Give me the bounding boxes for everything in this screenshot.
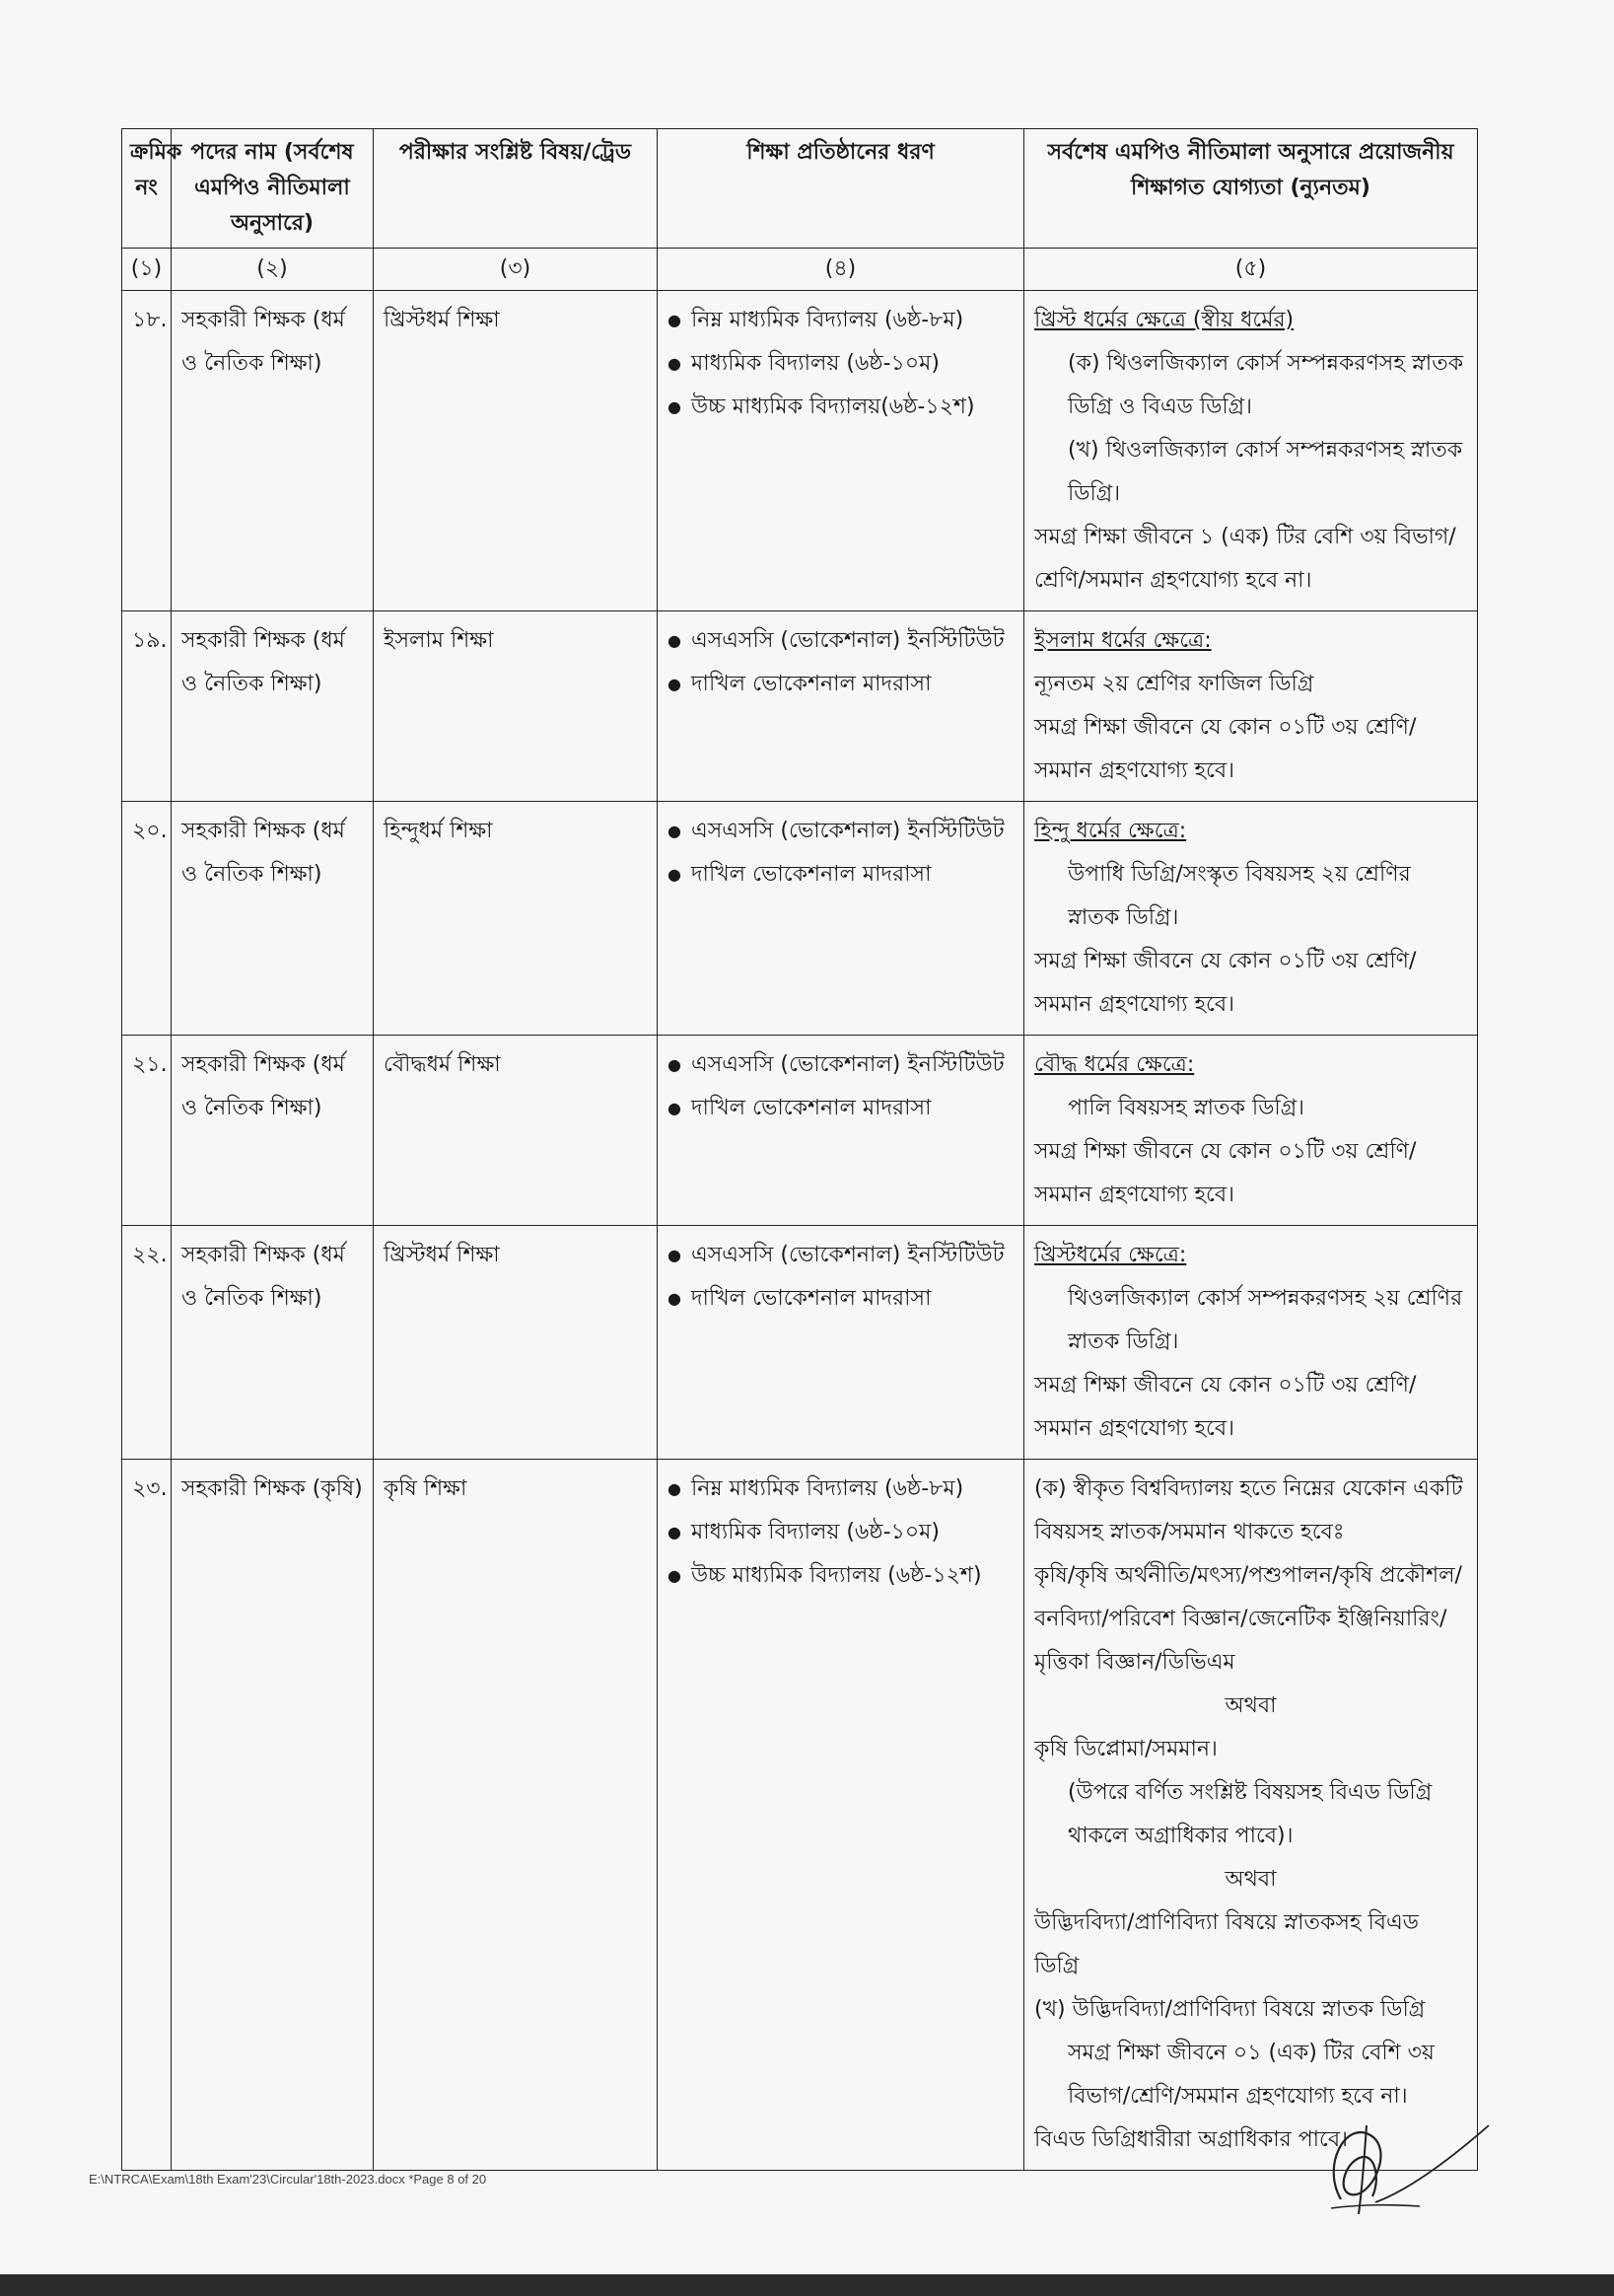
- institution-cell: [658, 611, 1024, 802]
- subject-cell: হিন্দুধর্ম শিক্ষা: [374, 802, 658, 1036]
- institution-cell: [658, 1226, 1024, 1460]
- institution-item: ● উচ্চ মাধ্যমিক বিদ্যালয় (৬ষ্ঠ-১২শ): [667, 1554, 1014, 1598]
- qualification-cell: [1024, 802, 1478, 1036]
- institution-cell: [658, 802, 1024, 1036]
- subject-cell: কৃষি শিক্ষা: [374, 1460, 658, 2171]
- post-cell: সহকারী শিক্ষক (ধর্ম ও নৈতিক শিক্ষা): [172, 1226, 374, 1460]
- institution-cell: [658, 1460, 1024, 2171]
- institution-item: ● এসএসসি (ভোকেশনাল) ইনস্টিটিউট: [667, 619, 1014, 663]
- qualification-line: সমগ্র শিক্ষা জীবনে যে কোন ০১টি ৩য় শ্রেণি/সমমান গ্রহণযোগ্য হবে।: [1034, 1139, 1417, 1207]
- institution-item: ● উচ্চ মাধ্যমিক বিদ্যালয়(৬ষ্ঠ-১২শ): [667, 386, 1014, 429]
- institution-cell: [658, 1036, 1024, 1226]
- qualification-heading: হিন্দু ধর্মের ক্ষেত্রে:: [1034, 819, 1187, 843]
- qualification-line: উদ্ভিদবিদ্যা/প্রাণিবিদ্যা বিষয়ে স্নাতকসহ বিএড ডিগ্রি: [1034, 1910, 1419, 1978]
- column-number-row: [122, 249, 1478, 291]
- qualification-line: সমগ্র শিক্ষা জীবনে ০১ (এক) টির বেশি ৩য় বিভাগ/শ্রেণি/সমমান গ্রহণযোগ্য হবে না।: [1068, 2041, 1435, 2109]
- table-row: [122, 1226, 1478, 1460]
- institution-item: ● এসএসসি (ভোকেশনাল) ইনস্টিটিউট: [667, 1043, 1014, 1087]
- institution-item: ● দাখিল ভোকেশনাল মাদরাসা: [667, 1277, 1014, 1321]
- post-cell: সহকারী শিক্ষক (ধর্ম ও নৈতিক শিক্ষা): [172, 802, 374, 1036]
- column-number: (৪): [658, 249, 1024, 291]
- qualification-cell: [1024, 1226, 1478, 1460]
- qualification-line: থিওলজিক্যাল কোর্স সম্পন্নকরণসহ ২য় শ্রেণির স্নাতক ডিগ্রি।: [1068, 1286, 1463, 1354]
- scan-edge: [0, 2274, 1614, 2296]
- qualification-heading: ইসলাম ধর্মের ক্ষেত্রে:: [1034, 628, 1212, 653]
- serial-cell: ২০.: [122, 802, 172, 1036]
- qualification-line: সমগ্র শিক্ষা জীবনে যে কোন ০১টি ৩য় শ্রেণি/সমমান গ্রহণযোগ্য হবে।: [1034, 949, 1417, 1017]
- institution-item: ● দাখিল ভোকেশনাল মাদরাসা: [667, 853, 1014, 897]
- qualification-line: সমগ্র শিক্ষা জীবনে ১ (এক) টির বেশি ৩য় বিভাগ/শ্রেণি/সমমান গ্রহণযোগ্য হবে না।: [1034, 525, 1456, 593]
- post-cell: সহকারী শিক্ষক (ধর্ম ও নৈতিক শিক্ষা): [172, 291, 374, 611]
- qualification-line: সমগ্র শিক্ষা জীবনে যে কোন ০১টি ৩য় শ্রেণি/সমমান গ্রহণযোগ্য হবে।: [1034, 1373, 1417, 1441]
- post-cell: সহকারী শিক্ষক (ধর্ম ও নৈতিক শিক্ষা): [172, 1036, 374, 1226]
- header-qualification: সর্বশেষ এমপিও নীতিমালা অনুসারে প্রয়োজনীয় শিক্ষাগত যোগ্যতা (ন্যুনতম): [1024, 129, 1478, 249]
- institution-item: ● নিম্ন মাধ্যমিক বিদ্যালয় (৬ষ্ঠ-৮ম): [667, 1468, 1014, 1511]
- header-serial: ক্রমিক নং: [122, 129, 172, 249]
- qualification-cell: [1024, 611, 1478, 802]
- institution-item: ● দাখিল ভোকেশনাল মাদরাসা: [667, 1087, 1014, 1130]
- qualification-line: (খ) উদ্ভিদবিদ্যা/প্রাণিবিদ্যা বিষয়ে স্নাতক ডিগ্রি: [1034, 1997, 1426, 2022]
- institution-item: ● নিম্ন মাধ্যমিক বিদ্যালয় (৬ষ্ঠ-৮ম): [667, 299, 1014, 342]
- qualification-line: পালি বিষয়সহ স্নাতক ডিগ্রি।: [1068, 1096, 1305, 1120]
- subject-cell: খ্রিস্টধর্ম শিক্ষা: [374, 291, 658, 611]
- qualification-heading: খ্রিস্টধর্মের ক্ষেত্রে:: [1034, 1243, 1187, 1267]
- institution-item: ● এসএসসি (ভোকেশনাল) ইনস্টিটিউট: [667, 1234, 1014, 1277]
- table-row: [122, 1036, 1478, 1226]
- qualification-line: সমগ্র শিক্ষা জীবনে যে কোন ০১টি ৩য় শ্রেণি/সমমান গ্রহণযোগ্য হবে।: [1034, 715, 1417, 783]
- post-cell: সহকারী শিক্ষক (ধর্ম ও নৈতিক শিক্ষা): [172, 611, 374, 802]
- qualification-cell: [1024, 1036, 1478, 1226]
- qualification-line: বিএড ডিগ্রিধারীরা অগ্রাধিকার পাবে।: [1034, 2127, 1348, 2152]
- subject-cell: খ্রিস্টধর্ম শিক্ষা: [374, 1226, 658, 1460]
- document-path-footer: E:\NTRCA\Exam\18th Exam'23\Circular'18th-2023.docx *Page 8 of 20: [89, 2172, 487, 2187]
- qualification-line: ন্যূনতম ২য় শ্রেণির ফাজিল ডিগ্রি: [1034, 672, 1314, 696]
- qualification-line: (উপরে বর্ণিত সংশ্লিষ্ট বিষয়সহ বিএড ডিগ্রি থাকলে অগ্রাধিকার পাবে)।: [1068, 1780, 1433, 1848]
- qualification-line: (ক) স্বীকৃত বিশ্ববিদ্যালয় হতে নিম্নের যেকোন একটি বিষয়সহ স্নাতক/সমমান থাকতে হবেঃ: [1034, 1476, 1463, 1544]
- serial-cell: ২২.: [122, 1226, 172, 1460]
- qualification-table: [121, 128, 1478, 2171]
- serial-cell: ১৯.: [122, 611, 172, 802]
- institution-item: ● মাধ্যমিক বিদ্যালয় (৬ষ্ঠ-১০ম): [667, 1511, 1014, 1554]
- qualification-line: (ক) থিওলজিক্যাল কোর্স সম্পন্নকরণসহ স্নাতক ডিগ্রি ও বিএড ডিগ্রি।: [1068, 351, 1464, 419]
- institution-cell: [658, 291, 1024, 611]
- qualification-line: কৃষি/কৃষি অর্থনীতি/মৎস্য/পশুপালন/কৃষি প্রকৌশল/বনবিদ্যা/পরিবেশ বিজ্ঞান/জেনেটিক ইঞ্জিনিয়ারিং/মৃত্তিকা বিজ্ঞান/ডিভিএম: [1034, 1563, 1462, 1675]
- table-row: [122, 1460, 1478, 2171]
- header-post: পদের নাম (সর্বশেষ এমপিও নীতিমালা অনুসারে): [172, 129, 374, 249]
- table-row: [122, 611, 1478, 802]
- qualification-cell: [1024, 291, 1478, 611]
- qualification-line: (খ) থিওলজিক্যাল কোর্স সম্পন্নকরণসহ স্নাতক ডিগ্রি।: [1068, 438, 1463, 506]
- institution-item: ● এসএসসি (ভোকেশনাল) ইনস্টিটিউট: [667, 810, 1014, 853]
- subject-cell: ইসলাম শিক্ষা: [374, 611, 658, 802]
- column-number: (১): [122, 249, 172, 291]
- qualification-heading: খ্রিস্ট ধর্মের ক্ষেত্রে (স্বীয় ধর্মের): [1034, 308, 1295, 332]
- qualification-or: অথবা: [1225, 1867, 1277, 1892]
- institution-item: ● দাখিল ভোকেশনাল মাদরাসা: [667, 663, 1014, 706]
- header-row: [122, 129, 1478, 249]
- post-cell: সহকারী শিক্ষক (কৃষি): [172, 1460, 374, 2171]
- header-institution: শিক্ষা প্রতিষ্ঠানের ধরণ: [658, 129, 1024, 249]
- table-row: [122, 802, 1478, 1036]
- header-subject: পরীক্ষার সংশ্লিষ্ট বিষয়/ট্রেড: [374, 129, 658, 249]
- qualification-heading: বৌদ্ধ ধর্মের ক্ষেত্রে:: [1034, 1052, 1195, 1077]
- column-number: (৫): [1024, 249, 1478, 291]
- serial-cell: ১৮.: [122, 291, 172, 611]
- column-number: (৩): [374, 249, 658, 291]
- serial-cell: ২৩.: [122, 1460, 172, 2171]
- table-row: [122, 291, 1478, 611]
- column-number: (২): [172, 249, 374, 291]
- serial-cell: ২১.: [122, 1036, 172, 1226]
- qualification-or: অথবা: [1225, 1693, 1277, 1718]
- qualification-line: কৃষি ডিপ্লোমা/সমমান।: [1034, 1737, 1218, 1761]
- qualification-cell: [1024, 1460, 1478, 2171]
- qualification-line: উপাধি ডিগ্রি/সংস্কৃত বিষয়সহ ২য় শ্রেণির স্নাতক ডিগ্রি।: [1068, 862, 1411, 930]
- subject-cell: বৌদ্ধধর্ম শিক্ষা: [374, 1036, 658, 1226]
- signature-icon: [1301, 2106, 1509, 2224]
- institution-item: ● মাধ্যমিক বিদ্যালয় (৬ষ্ঠ-১০ম): [667, 342, 1014, 386]
